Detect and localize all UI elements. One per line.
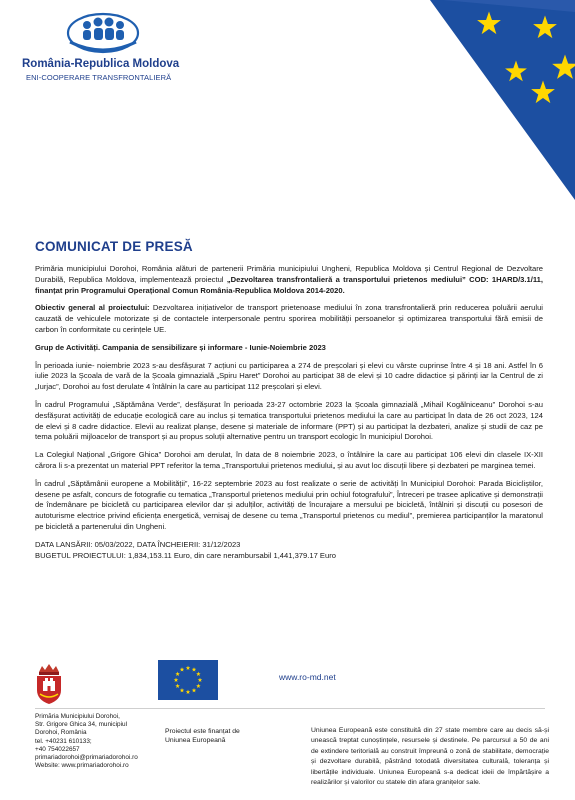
objective-paragraph [35,303,543,335]
eu-description: Uniunea Europeană este constituită din 27 state membre care au decis să-și unească treptat cunoștințele, resursele și destinele. Pe parcursul a 50 de ani de extindere teritorială au construit împreună o zonă de stabilitate, democrație și dezvoltare durabilă, păstrând totodată diversitatea culturală, toleranța și libertățile individuale. Uniunea Europeană s-a dedicat ideii de împărtășire a realizărilor și valorilor cu statele din afara granițelor sale. [311,727,549,787]
footer-logos [0,660,575,710]
address-line: tel. +40231 610133; [35,737,92,745]
press-release-body [35,264,543,561]
contact-address [35,713,165,770]
funding-line: Proiectul este finanțat de [165,728,240,735]
project-dates: DATA LANSĂRII: 05/03/2022, DATA ÎNCHEIERII: 31/12/2023 [35,539,241,549]
footer-divider [35,708,545,709]
funding-line: Uniunea Europeană [165,736,226,744]
project-budget: BUGETUL PROIECTULUI: 1,834,153.11 Euro, din care nerambursabil 1,441,379.17 Euro [35,550,336,560]
address-line: +40 754022657 [35,745,80,753]
address-line: Str. Grigore Ghica 34, municipiul [35,721,127,729]
intro-project-title: „Dezvoltarea transfrontalieră a transportului prietenos mediului” COD: 1HARD/3.1/11, finanțat prin Programului Operațional Comun România-Republica Moldova 2014-2020. [35,274,543,295]
activity-paragraph: La Colegiul Național „Grigore Ghica” Dorohoi am derulat, în data de 8 noiembrie 2023, o întâlnire la care au participat 106 elevi din clasele IX-XII cărora li s-a prezentat un material PPT referitor la tema „Transportului prietenos mediului„ și au avut loc discuții libere și dezbateri pe marginea temei. [35,450,543,470]
programme-website-link[interactable]: www.ro-md.net [279,672,336,682]
activity-paragraph: În perioada iunie- noiembrie 2023 s-au desfășurat 7 acțiuni cu participarea a 274 de preșcolari și elevi cu vârste cuprinse între 4 și 18 ani. Astfel în 6 iulie 2023 la Școala de vară de la Școala gimnazială „Spiru Haret” Dorohoi au participat 38 de elevi și 10 cadre didactice și părinți iar la Centrul de zi „Iurjac”, Dorohoi au fost derulate 4 întâlnin la care au participat 112 preșcolari și elevi. [35,360,543,392]
objective-text: Dezvoltarea inițiativelor de transport prietenoase mediului în zona transfrontalieră prin reducerea poluării aerului cauzată de vehiculele motorizate și de contactele interpersonale pentru sporirea mobilității persoanelor și optimizarea transportului fără emisii de carbon în conformitate cu cerințele UE. [35,303,543,334]
address-line: Dorohoi, România [35,729,87,737]
activity-group-heading: Grup de Activități. Campania de sensibilizare și informare - Iunie-Noiembrie 2023 [35,342,326,352]
dorohoi-coat-of-arms [34,664,64,704]
contact-email-link[interactable]: primariadorohoi@primariadorohoi.ro [35,754,138,762]
programme-logo-title: România-Republica Moldova [22,58,180,70]
eu-stars-corner-graphic [335,0,575,200]
intro-text: Primăria municipiului Dorohoi, România alături de partenerii Primăria municipiului Ungheni, Republica Moldova și Centrul Regional de Dezvoltare Durabilă, Republica Moldova, implementează proiectul [35,264,543,284]
objective-label: Obiectiv general al proiectului: [35,303,150,313]
programme-logo-subtitle: ENI-COOPERARE TRANSFRONTALIERĂ [26,73,172,82]
activity-paragraph: În cadrul Programului „Săptămâna Verde”, desfășurat în perioada 23-27 octombrie 2023 la Școala gimnazială „Mihail Kogălniceanu” Dorohoi s-au desfășurat activități de educație ecologică care au inclus și tematica transportului prietenos mediului la care au participat în data de 26 oct 2023, 124 de elevi și 8 cadre didactice. Elevii au realizat planșe, desene și materiale de informare (PPT) și au participat la dezbateri, analize și studii de caz pe tema poluării mijloacelor de transport și au propus soluții alternative pentru un transport ecologic în municipiul Dorohoi. [35,399,543,442]
people-group-icon [66,12,140,54]
funding-note [165,728,275,745]
intro-paragraph [35,264,543,296]
contact-website-link[interactable]: Website: www.primariadorohoi.ro [35,762,129,770]
activity-paragraph: În cadrul „Săptămânii europene a Mobilității”, 16-22 septembrie 2023 au fost realizate o serie de activități în Municipiul Dorohoi: Parada Bicicliștilor, desene pe asfalt, concurs de fotografie cu tematica „Transportul prietenos mediului prin ochiul fotografului”, Întreceri pe trasee aplicative și demonstrații de îndemânare pe bicicletă cu participarea elevilor dar și adulților, activități de încurajare a mersului pe bicicletă, întâlniri și discuții cu posesori de autoturisme electrice privind eficiența energetică, vernisaj de desene cu tema „Transportul prietenos cu mediul”, premierea participanților la maratonul pe bicicletă a partenerului din Ungheni. [35,478,543,531]
address-line: Primăria Municipiului Dorohoi, [35,713,120,720]
press-release-title: COMUNICAT DE PRESĂ [35,239,193,254]
eu-flag-icon [158,660,218,700]
